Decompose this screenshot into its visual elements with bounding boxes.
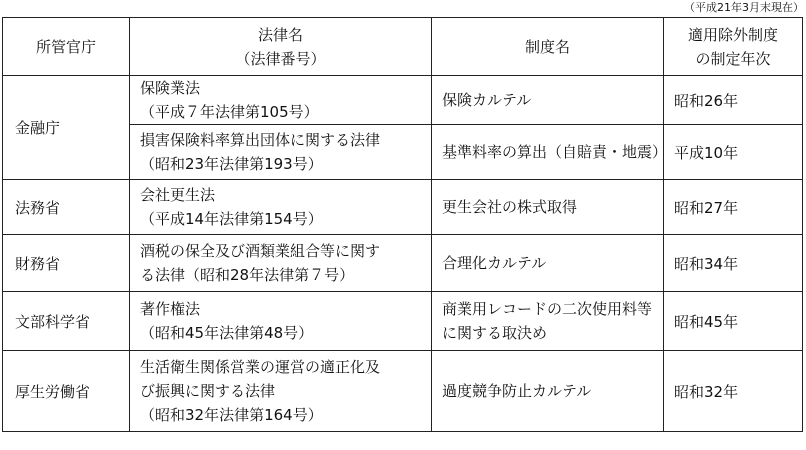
year-cell: 昭和32年 bbox=[664, 351, 803, 432]
law-name: 保険業法 bbox=[140, 79, 201, 97]
law-number: （平成14年法律第154号） bbox=[140, 210, 323, 228]
table-row bbox=[3, 235, 803, 292]
system-cell: 過度競争防止カルテル bbox=[432, 351, 664, 432]
law-name: 酒税の保全及び酒類業組合等に関す bbox=[140, 242, 381, 260]
law-cell bbox=[130, 235, 432, 292]
system-cell: 基準料率の算出（自賠責・地震） bbox=[432, 125, 664, 180]
header-law-number: （法律番号） bbox=[235, 49, 326, 68]
system-cell: 保険カルテル bbox=[432, 76, 664, 125]
header-year bbox=[664, 18, 803, 76]
header-law-name: 法律名 bbox=[257, 25, 303, 44]
year-cell: 昭和26年 bbox=[664, 76, 803, 125]
law-cell bbox=[130, 125, 432, 180]
system-cell: 商業用レコードの二次使用料等に関する取決め bbox=[432, 292, 664, 351]
law-name: 生活衛生関係営業の運営の適正化及 bbox=[140, 358, 381, 376]
office-cell: 文部科学省 bbox=[3, 292, 130, 351]
law-number: る法律（昭和28年法律第７号） bbox=[140, 266, 355, 284]
law-number: （昭和23年法律第193号） bbox=[140, 155, 323, 173]
header-office: 所管官庁 bbox=[3, 18, 130, 76]
law-cell bbox=[130, 76, 432, 125]
law-name: 著作権法 bbox=[140, 300, 201, 318]
header-year-line2: の制定年次 bbox=[695, 49, 771, 68]
as-of-date-note: （平成21年3月末現在） bbox=[684, 1, 804, 14]
table-header-row bbox=[3, 18, 803, 76]
law-number: （昭和32年法律第164号） bbox=[140, 406, 323, 424]
office-cell: 金融庁 bbox=[3, 76, 130, 180]
table-row bbox=[3, 351, 803, 432]
law-name-cont: び振興に関する法律 bbox=[140, 382, 276, 400]
year-cell: 平成10年 bbox=[664, 125, 803, 180]
exemption-table bbox=[2, 17, 803, 432]
header-system: 制度名 bbox=[432, 18, 664, 76]
law-cell bbox=[130, 292, 432, 351]
table-row bbox=[3, 180, 803, 235]
law-cell bbox=[130, 180, 432, 235]
system-cell: 合理化カルテル bbox=[432, 235, 664, 292]
office-cell: 厚生労働省 bbox=[3, 351, 130, 432]
year-cell: 昭和45年 bbox=[664, 292, 803, 351]
header-year-line1: 適用除外制度 bbox=[687, 25, 778, 44]
law-number: （昭和45年法律第48号） bbox=[140, 324, 314, 342]
year-cell: 昭和34年 bbox=[664, 235, 803, 292]
table-row bbox=[3, 76, 803, 125]
system-cell: 更生会社の株式取得 bbox=[432, 180, 664, 235]
table-row bbox=[3, 292, 803, 351]
law-number: （平成７年法律第105号） bbox=[140, 103, 319, 121]
law-cell bbox=[130, 351, 432, 432]
header-law bbox=[130, 18, 432, 76]
year-cell: 昭和27年 bbox=[664, 180, 803, 235]
law-name: 会社更生法 bbox=[140, 186, 216, 204]
law-name: 損害保険料率算出団体に関する法律 bbox=[140, 131, 381, 149]
office-cell: 財務省 bbox=[3, 235, 130, 292]
office-cell: 法務省 bbox=[3, 180, 130, 235]
